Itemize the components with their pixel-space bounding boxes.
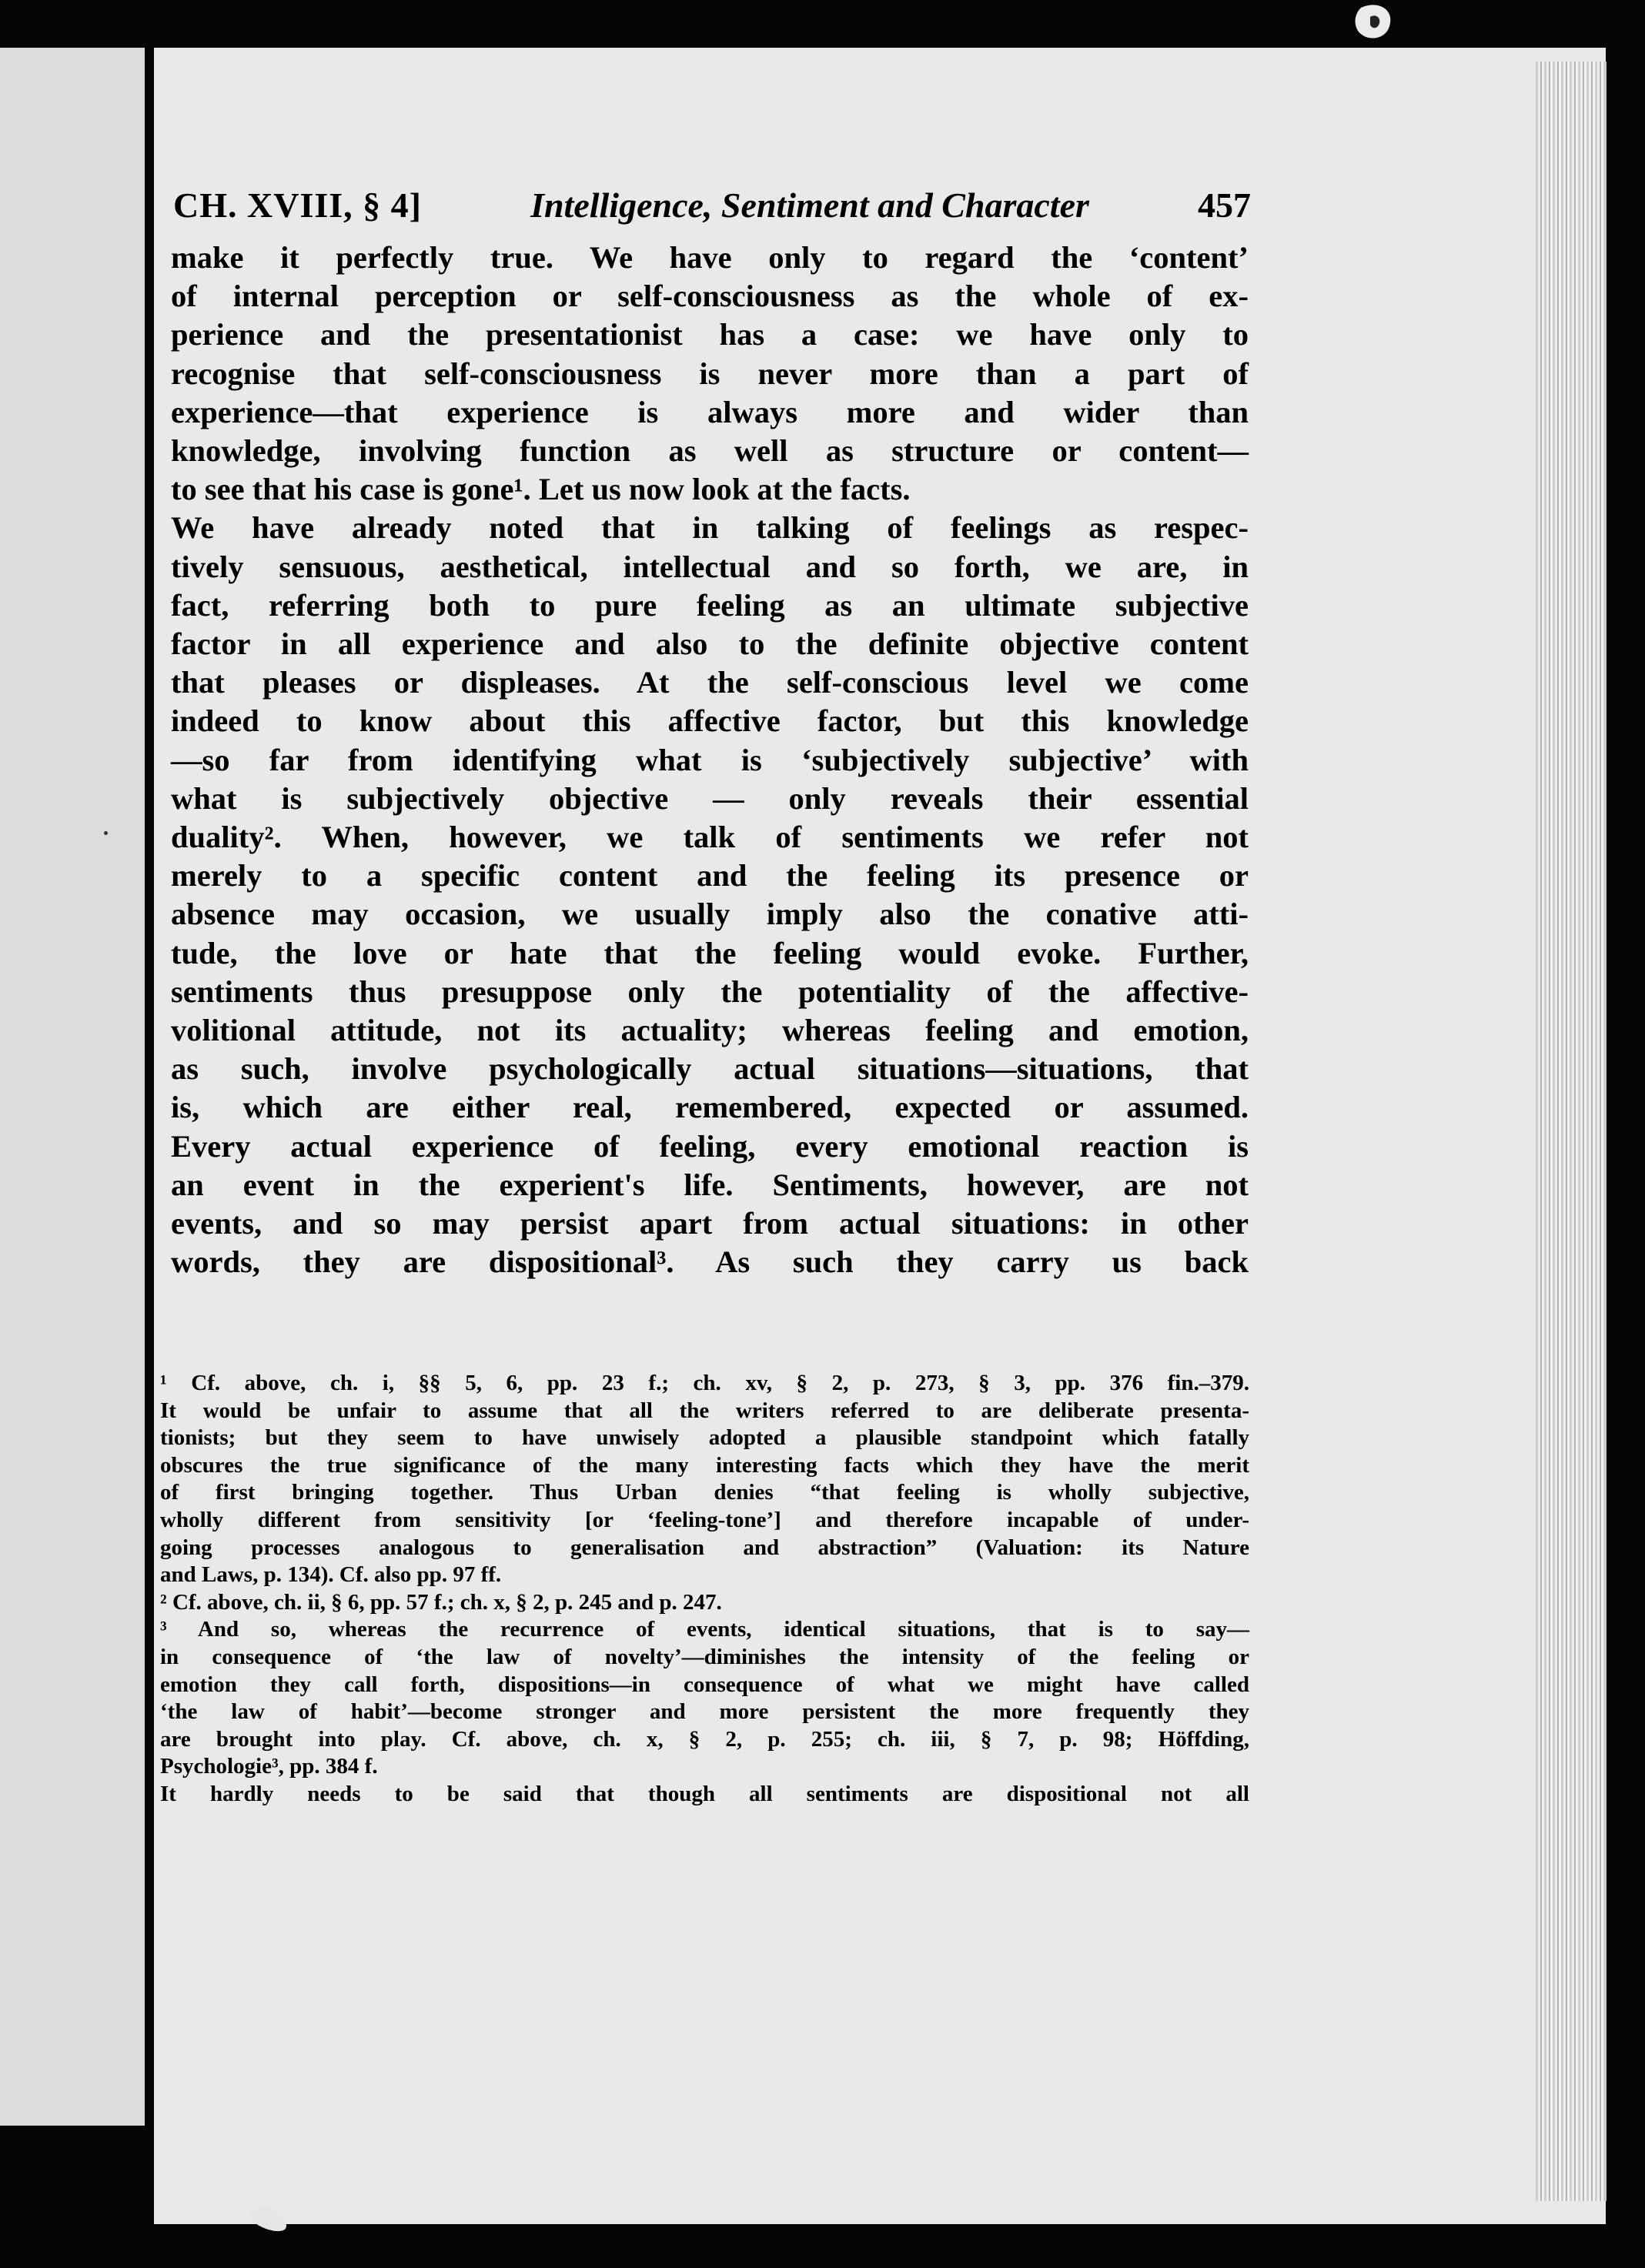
footnote-line: wholly different from sensitivity [or ‘feeling-tone’] and therefore incapable of under-: [160, 1507, 1249, 1532]
body-line: perience and the presentationist has a case: we have only to: [171, 317, 1249, 352]
body-line: absence may occasion, we usually imply also the conative atti-: [171, 897, 1249, 932]
body-line: indeed to know about this affective factor, but this knowledge: [171, 703, 1249, 739]
footnote-line: emotion they call forth, dispositions—in consequence of what we might have called: [160, 1672, 1249, 1697]
body-line: Every actual experience of feeling, every emotional reaction is: [171, 1128, 1249, 1164]
corner-mark-icon: [1347, 0, 1401, 48]
footnote-line: tionists; but they seem to have unwisely adopted a plausible standpoint which fatally: [160, 1425, 1249, 1451]
footnote-line: in consequence of ‘the law of novelty’—diminishes the intensity of the feeling or: [160, 1644, 1249, 1669]
footnote-line: Psychologie³, pp. 384 f.: [160, 1754, 378, 1779]
page-number: 457: [1197, 185, 1251, 225]
body-line: what is subjectively objective — only reveals their essential: [171, 780, 1249, 816]
body-line: as such, involve psychologically actual situations—situations, that: [171, 1051, 1249, 1087]
body-line: We have already noted that in talking of feelings as respec-: [171, 510, 1249, 546]
chapter-reference: CH. XVIII, § 4]: [173, 185, 422, 225]
smudge-mark-icon: [246, 2197, 293, 2236]
footnotes: [160, 1370, 1249, 1809]
body-line: tude, the love or hate that the feeling would evoke. Further,: [171, 935, 1249, 970]
running-title: Intelligence, Sentiment and Character: [530, 185, 1089, 225]
body-line: experience—that experience is always more and wider than: [171, 394, 1249, 429]
footnote-line: are brought into play. Cf. above, ch. x, § 2, p. 255; ch. iii, § 7, p. 98; Höffding,: [160, 1726, 1249, 1752]
footnote-line: It would be unfair to assume that all the writers referred to are deliberate presenta-: [160, 1398, 1249, 1423]
body-line: sentiments thus presuppose only the potentiality of the affective-: [171, 974, 1249, 1009]
body-line: is, which are either real, remembered, expected or assumed.: [171, 1090, 1249, 1125]
footnote-line: of first bringing together. Thus Urban denies “that feeling is wholly subjective,: [160, 1480, 1249, 1505]
footnote-line: going processes analogous to generalisation and abstraction” (Valuation: its Nature: [160, 1535, 1249, 1560]
body-line: —so far from identifying what is ‘subjectively subjective’ with: [171, 742, 1249, 777]
footnote-line: and Laws, p. 134). Cf. also pp. 97 ff.: [160, 1562, 502, 1588]
body-line: knowledge, involving function as well as structure or content—: [171, 433, 1249, 469]
body-line: factor in all experience and also to the definite objective content: [171, 626, 1249, 662]
body-line: duality². When, however, we talk of sentiments we refer not: [171, 820, 1249, 855]
footnote-line: obscures the true significance of the many interesting facts which they have the merit: [160, 1452, 1249, 1478]
body-line: words, they are dispositional³. As such they carry us back: [171, 1244, 1249, 1280]
facing-page: [0, 48, 145, 2126]
footnote-line: ¹ Cf. above, ch. i, §§ 5, 6, pp. 23 f.; ch. xv, § 2, p. 273, § 3, pp. 376 fin.–379.: [160, 1371, 1249, 1395]
body-line: merely to a specific content and the feeling its presence or: [171, 858, 1249, 894]
body-line: volitional attitude, not its actuality; whereas feeling and emotion,: [171, 1013, 1249, 1048]
body-text: [171, 239, 1249, 1281]
body-line: recognise that self-consciousness is never more than a part of: [171, 356, 1249, 391]
footnote-line: It hardly needs to be said that though all sentiments are dispositional not all: [160, 1781, 1249, 1806]
page-edge: [1536, 62, 1607, 2201]
body-line: an event in the experient's life. Sentiments, however, are not: [171, 1167, 1249, 1202]
footnote-line: ‘the law of habit’—become stronger and more persistent the more frequently they: [160, 1699, 1249, 1725]
body-line: of internal perception or self-consciousness as the whole of ex-: [171, 279, 1249, 314]
body-line: make it perfectly true. We have only to regard the ‘content’: [171, 240, 1249, 275]
body-line: that pleases or displeases. At the self-conscious level we come: [171, 665, 1249, 700]
body-line: tively sensuous, aesthetical, intellectual and so forth, we are, in: [171, 549, 1249, 584]
speck: [104, 831, 108, 835]
page-header: [173, 185, 1251, 225]
body-line: to see that his case is gone¹. Let us now look at the facts.: [171, 472, 911, 507]
footnote-line: ³ And so, whereas the recurrence of events, identical situations, that is to say—: [160, 1617, 1249, 1642]
body-line: events, and so may persist apart from actual situations: in other: [171, 1206, 1249, 1241]
body-line: fact, referring both to pure feeling as an ultimate subjective: [171, 587, 1249, 623]
footnote-line: ² Cf. above, ch. ii, § 6, pp. 57 f.; ch. x, § 2, p. 245 and p. 247.: [160, 1589, 722, 1615]
